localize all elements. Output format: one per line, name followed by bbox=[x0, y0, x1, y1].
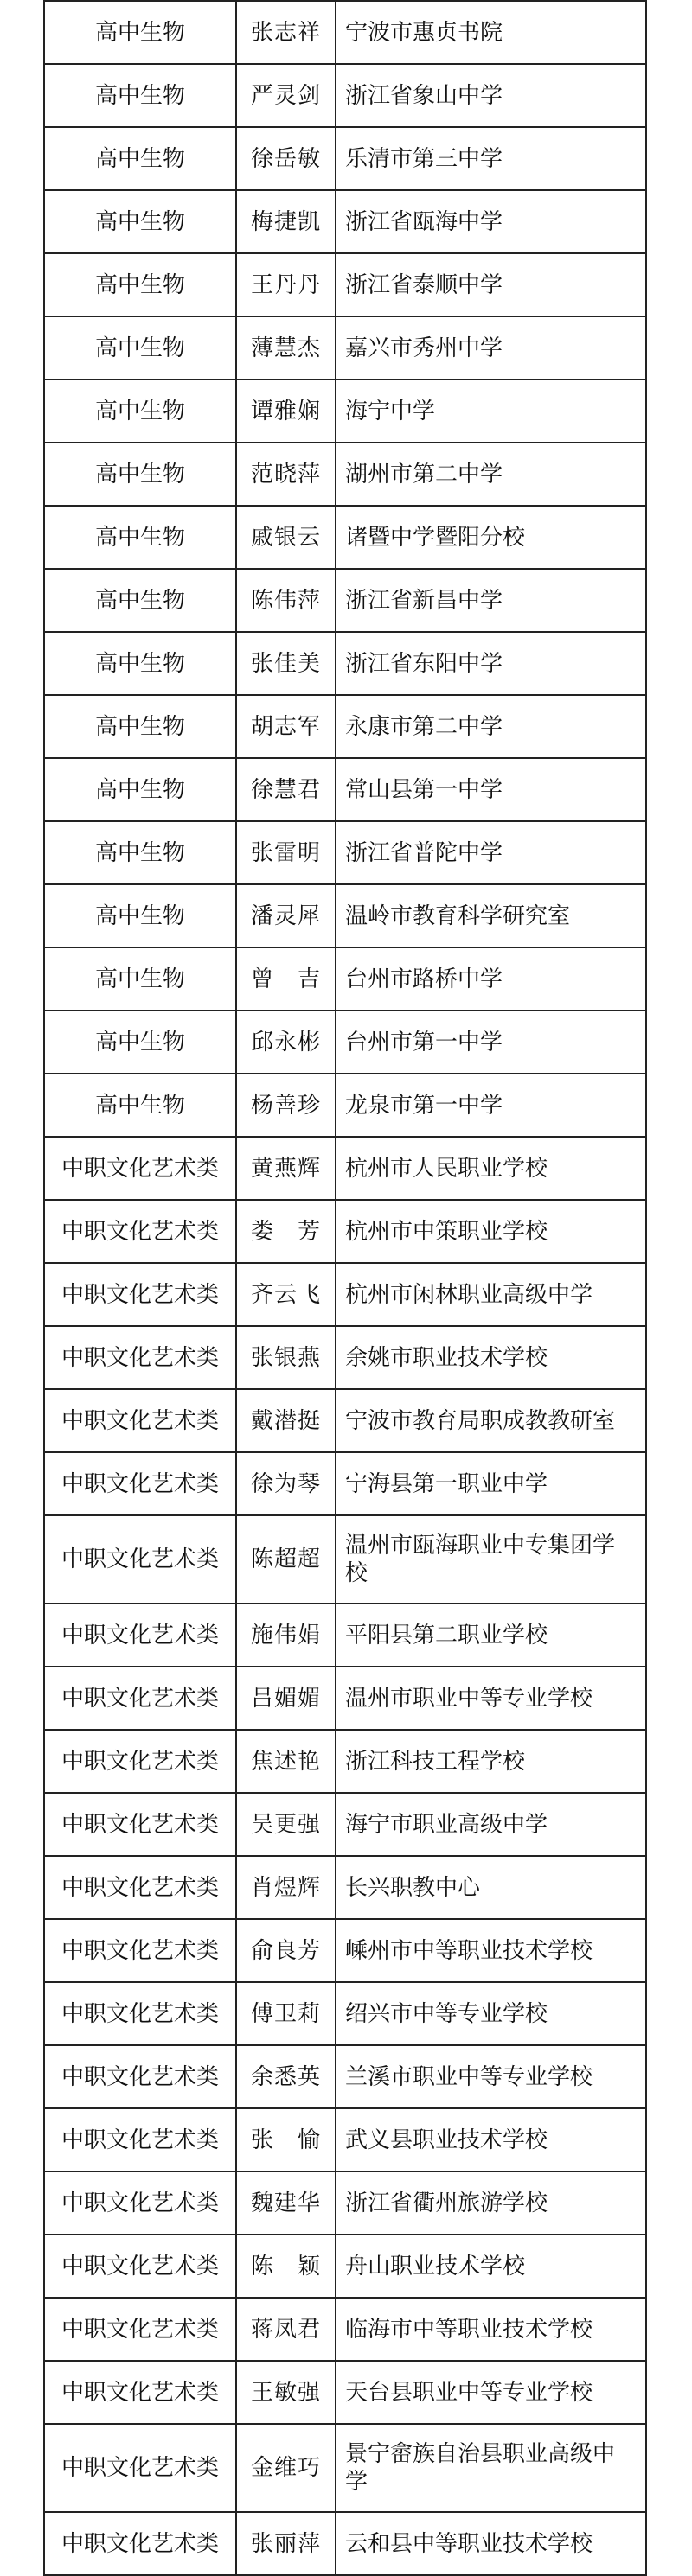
school-cell: 杭州市闲林职业高级中学 bbox=[336, 1263, 646, 1326]
school-cell: 浙江省象山中学 bbox=[336, 64, 646, 127]
subject-cell: 中职文化艺术类 bbox=[44, 1982, 236, 2045]
subject-cell: 中职文化艺术类 bbox=[44, 1200, 236, 1263]
school-cell: 宁波市教育局职成教教研室 bbox=[336, 1389, 646, 1452]
name-cell: 肖煜辉 bbox=[236, 1856, 336, 1919]
table-row bbox=[44, 2424, 646, 2512]
school-cell: 景宁畲族自治县职业高级中学 bbox=[336, 2424, 646, 2512]
subject-cell: 高中生物 bbox=[44, 443, 236, 506]
subject-cell: 中职文化艺术类 bbox=[44, 2512, 236, 2575]
subject-cell: 高中生物 bbox=[44, 506, 236, 569]
school-cell: 湖州市第二中学 bbox=[336, 443, 646, 506]
school-cell: 浙江省东阳中学 bbox=[336, 632, 646, 695]
subject-cell: 高中生物 bbox=[44, 695, 236, 758]
name-cell: 焦述艳 bbox=[236, 1730, 336, 1793]
subject-cell: 高中生物 bbox=[44, 316, 236, 379]
name-cell: 张银燕 bbox=[236, 1326, 336, 1389]
table-row bbox=[44, 947, 646, 1011]
subject-cell: 中职文化艺术类 bbox=[44, 1515, 236, 1604]
school-cell: 浙江省泰顺中学 bbox=[336, 253, 646, 316]
name-cell: 徐为琴 bbox=[236, 1452, 336, 1515]
name-cell: 金维巧 bbox=[236, 2424, 336, 2512]
table-row bbox=[44, 1074, 646, 1137]
school-cell: 温州市职业中等专业学校 bbox=[336, 1667, 646, 1730]
school-cell: 温州市瓯海职业中专集团学校 bbox=[336, 1515, 646, 1604]
name-cell: 曾 吉 bbox=[236, 947, 336, 1011]
table-row bbox=[44, 1856, 646, 1919]
table-row bbox=[44, 1667, 646, 1730]
name-cell: 施伟娟 bbox=[236, 1604, 336, 1667]
subject-cell: 中职文化艺术类 bbox=[44, 1326, 236, 1389]
table-row bbox=[44, 1326, 646, 1389]
subject-cell: 中职文化艺术类 bbox=[44, 1263, 236, 1326]
school-cell: 台州市第一中学 bbox=[336, 1011, 646, 1074]
school-cell: 云和县中等职业技术学校 bbox=[336, 2512, 646, 2575]
school-cell: 浙江省衢州旅游学校 bbox=[336, 2171, 646, 2235]
name-cell: 杨善珍 bbox=[236, 1074, 336, 1137]
subject-cell: 中职文化艺术类 bbox=[44, 2424, 236, 2512]
subject-cell: 中职文化艺术类 bbox=[44, 1452, 236, 1515]
name-cell: 谭雅娴 bbox=[236, 379, 336, 443]
name-cell: 余悉英 bbox=[236, 2045, 336, 2108]
subject-cell: 中职文化艺术类 bbox=[44, 1137, 236, 1200]
school-cell: 兰溪市职业中等专业学校 bbox=[336, 2045, 646, 2108]
subject-cell: 高中生物 bbox=[44, 1074, 236, 1137]
school-cell: 温岭市教育科学研究室 bbox=[336, 884, 646, 947]
name-cell: 张雷明 bbox=[236, 821, 336, 884]
subject-cell: 高中生物 bbox=[44, 127, 236, 190]
school-cell: 龙泉市第一中学 bbox=[336, 1074, 646, 1137]
subject-cell: 高中生物 bbox=[44, 1011, 236, 1074]
subject-cell: 高中生物 bbox=[44, 569, 236, 632]
school-cell: 嵊州市中等职业技术学校 bbox=[336, 1919, 646, 1982]
roster-table-body bbox=[44, 1, 646, 2575]
subject-cell: 中职文化艺术类 bbox=[44, 1667, 236, 1730]
subject-cell: 中职文化艺术类 bbox=[44, 2361, 236, 2424]
school-cell: 乐清市第三中学 bbox=[336, 127, 646, 190]
name-cell: 吕媚媚 bbox=[236, 1667, 336, 1730]
table-row bbox=[44, 2298, 646, 2361]
subject-cell: 高中生物 bbox=[44, 884, 236, 947]
school-cell: 海宁市职业高级中学 bbox=[336, 1793, 646, 1856]
school-cell: 浙江省瓯海中学 bbox=[336, 190, 646, 253]
name-cell: 张志祥 bbox=[236, 1, 336, 64]
table-row bbox=[44, 253, 646, 316]
subject-cell: 高中生物 bbox=[44, 758, 236, 821]
subject-cell: 中职文化艺术类 bbox=[44, 1730, 236, 1793]
subject-cell: 中职文化艺术类 bbox=[44, 2045, 236, 2108]
name-cell: 徐慧君 bbox=[236, 758, 336, 821]
school-cell: 舟山职业技术学校 bbox=[336, 2235, 646, 2298]
school-cell: 台州市路桥中学 bbox=[336, 947, 646, 1011]
name-cell: 胡志军 bbox=[236, 695, 336, 758]
table-row bbox=[44, 190, 646, 253]
subject-cell: 中职文化艺术类 bbox=[44, 1604, 236, 1667]
name-cell: 张佳美 bbox=[236, 632, 336, 695]
school-cell: 海宁中学 bbox=[336, 379, 646, 443]
table-row bbox=[44, 1137, 646, 1200]
name-cell: 张丽萍 bbox=[236, 2512, 336, 2575]
name-cell: 魏建华 bbox=[236, 2171, 336, 2235]
school-cell: 永康市第二中学 bbox=[336, 695, 646, 758]
subject-cell: 高中生物 bbox=[44, 379, 236, 443]
table-row bbox=[44, 443, 646, 506]
subject-cell: 高中生物 bbox=[44, 821, 236, 884]
subject-cell: 高中生物 bbox=[44, 253, 236, 316]
table-row bbox=[44, 1604, 646, 1667]
school-cell: 绍兴市中等专业学校 bbox=[336, 1982, 646, 2045]
table-row bbox=[44, 2235, 646, 2298]
name-cell: 王丹丹 bbox=[236, 253, 336, 316]
school-cell: 浙江省普陀中学 bbox=[336, 821, 646, 884]
table-row bbox=[44, 1, 646, 64]
subject-cell: 中职文化艺术类 bbox=[44, 1793, 236, 1856]
name-cell: 吴更强 bbox=[236, 1793, 336, 1856]
name-cell: 王敏强 bbox=[236, 2361, 336, 2424]
table-row bbox=[44, 1011, 646, 1074]
subject-cell: 中职文化艺术类 bbox=[44, 1919, 236, 1982]
name-cell: 俞良芳 bbox=[236, 1919, 336, 1982]
subject-cell: 中职文化艺术类 bbox=[44, 2298, 236, 2361]
name-cell: 戚银云 bbox=[236, 506, 336, 569]
school-cell: 余姚市职业技术学校 bbox=[336, 1326, 646, 1389]
table-row bbox=[44, 2512, 646, 2575]
subject-cell: 高中生物 bbox=[44, 947, 236, 1011]
name-cell: 梅捷凯 bbox=[236, 190, 336, 253]
table-row bbox=[44, 884, 646, 947]
name-cell: 黄燕辉 bbox=[236, 1137, 336, 1200]
subject-cell: 中职文化艺术类 bbox=[44, 2235, 236, 2298]
table-row bbox=[44, 506, 646, 569]
table-row bbox=[44, 2045, 646, 2108]
name-cell: 邱永彬 bbox=[236, 1011, 336, 1074]
school-cell: 诸暨中学暨阳分校 bbox=[336, 506, 646, 569]
name-cell: 傅卫莉 bbox=[236, 1982, 336, 2045]
table-row bbox=[44, 632, 646, 695]
roster-table-container bbox=[43, 0, 645, 2576]
table-row bbox=[44, 2171, 646, 2235]
subject-cell: 高中生物 bbox=[44, 632, 236, 695]
school-cell: 天台县职业中等专业学校 bbox=[336, 2361, 646, 2424]
school-cell: 浙江科技工程学校 bbox=[336, 1730, 646, 1793]
table-row bbox=[44, 569, 646, 632]
name-cell: 范晓萍 bbox=[236, 443, 336, 506]
school-cell: 嘉兴市秀州中学 bbox=[336, 316, 646, 379]
subject-cell: 高中生物 bbox=[44, 190, 236, 253]
table-row bbox=[44, 379, 646, 443]
subject-cell: 中职文化艺术类 bbox=[44, 1856, 236, 1919]
table-row bbox=[44, 2361, 646, 2424]
table-row bbox=[44, 2108, 646, 2171]
name-cell: 徐岳敏 bbox=[236, 127, 336, 190]
name-cell: 张 愉 bbox=[236, 2108, 336, 2171]
school-cell: 临海市中等职业技术学校 bbox=[336, 2298, 646, 2361]
table-row bbox=[44, 316, 646, 379]
school-cell: 宁波市惠贞书院 bbox=[336, 1, 646, 64]
name-cell: 陈超超 bbox=[236, 1515, 336, 1604]
subject-cell: 中职文化艺术类 bbox=[44, 1389, 236, 1452]
table-row bbox=[44, 695, 646, 758]
table-row bbox=[44, 758, 646, 821]
subject-cell: 中职文化艺术类 bbox=[44, 2171, 236, 2235]
school-cell: 常山县第一中学 bbox=[336, 758, 646, 821]
subject-cell: 中职文化艺术类 bbox=[44, 2108, 236, 2171]
name-cell: 潘灵犀 bbox=[236, 884, 336, 947]
school-cell: 宁海县第一职业中学 bbox=[336, 1452, 646, 1515]
table-row bbox=[44, 127, 646, 190]
name-cell: 陈伟萍 bbox=[236, 569, 336, 632]
subject-cell: 高中生物 bbox=[44, 1, 236, 64]
school-cell: 武义县职业技术学校 bbox=[336, 2108, 646, 2171]
name-cell: 蒋凤君 bbox=[236, 2298, 336, 2361]
subject-cell: 高中生物 bbox=[44, 64, 236, 127]
name-cell: 齐云飞 bbox=[236, 1263, 336, 1326]
table-row bbox=[44, 1730, 646, 1793]
name-cell: 娄 芳 bbox=[236, 1200, 336, 1263]
table-row bbox=[44, 1389, 646, 1452]
school-cell: 浙江省新昌中学 bbox=[336, 569, 646, 632]
roster-table bbox=[43, 0, 647, 2576]
table-row bbox=[44, 1793, 646, 1856]
name-cell: 薄慧杰 bbox=[236, 316, 336, 379]
name-cell: 严灵剑 bbox=[236, 64, 336, 127]
table-row bbox=[44, 1452, 646, 1515]
table-row bbox=[44, 64, 646, 127]
table-row bbox=[44, 1919, 646, 1982]
school-cell: 杭州市人民职业学校 bbox=[336, 1137, 646, 1200]
name-cell: 戴潜挺 bbox=[236, 1389, 336, 1452]
table-row bbox=[44, 1515, 646, 1604]
school-cell: 长兴职教中心 bbox=[336, 1856, 646, 1919]
school-cell: 平阳县第二职业学校 bbox=[336, 1604, 646, 1667]
table-row bbox=[44, 1200, 646, 1263]
table-row bbox=[44, 1263, 646, 1326]
name-cell: 陈 颖 bbox=[236, 2235, 336, 2298]
table-row bbox=[44, 1982, 646, 2045]
table-row bbox=[44, 821, 646, 884]
school-cell: 杭州市中策职业学校 bbox=[336, 1200, 646, 1263]
